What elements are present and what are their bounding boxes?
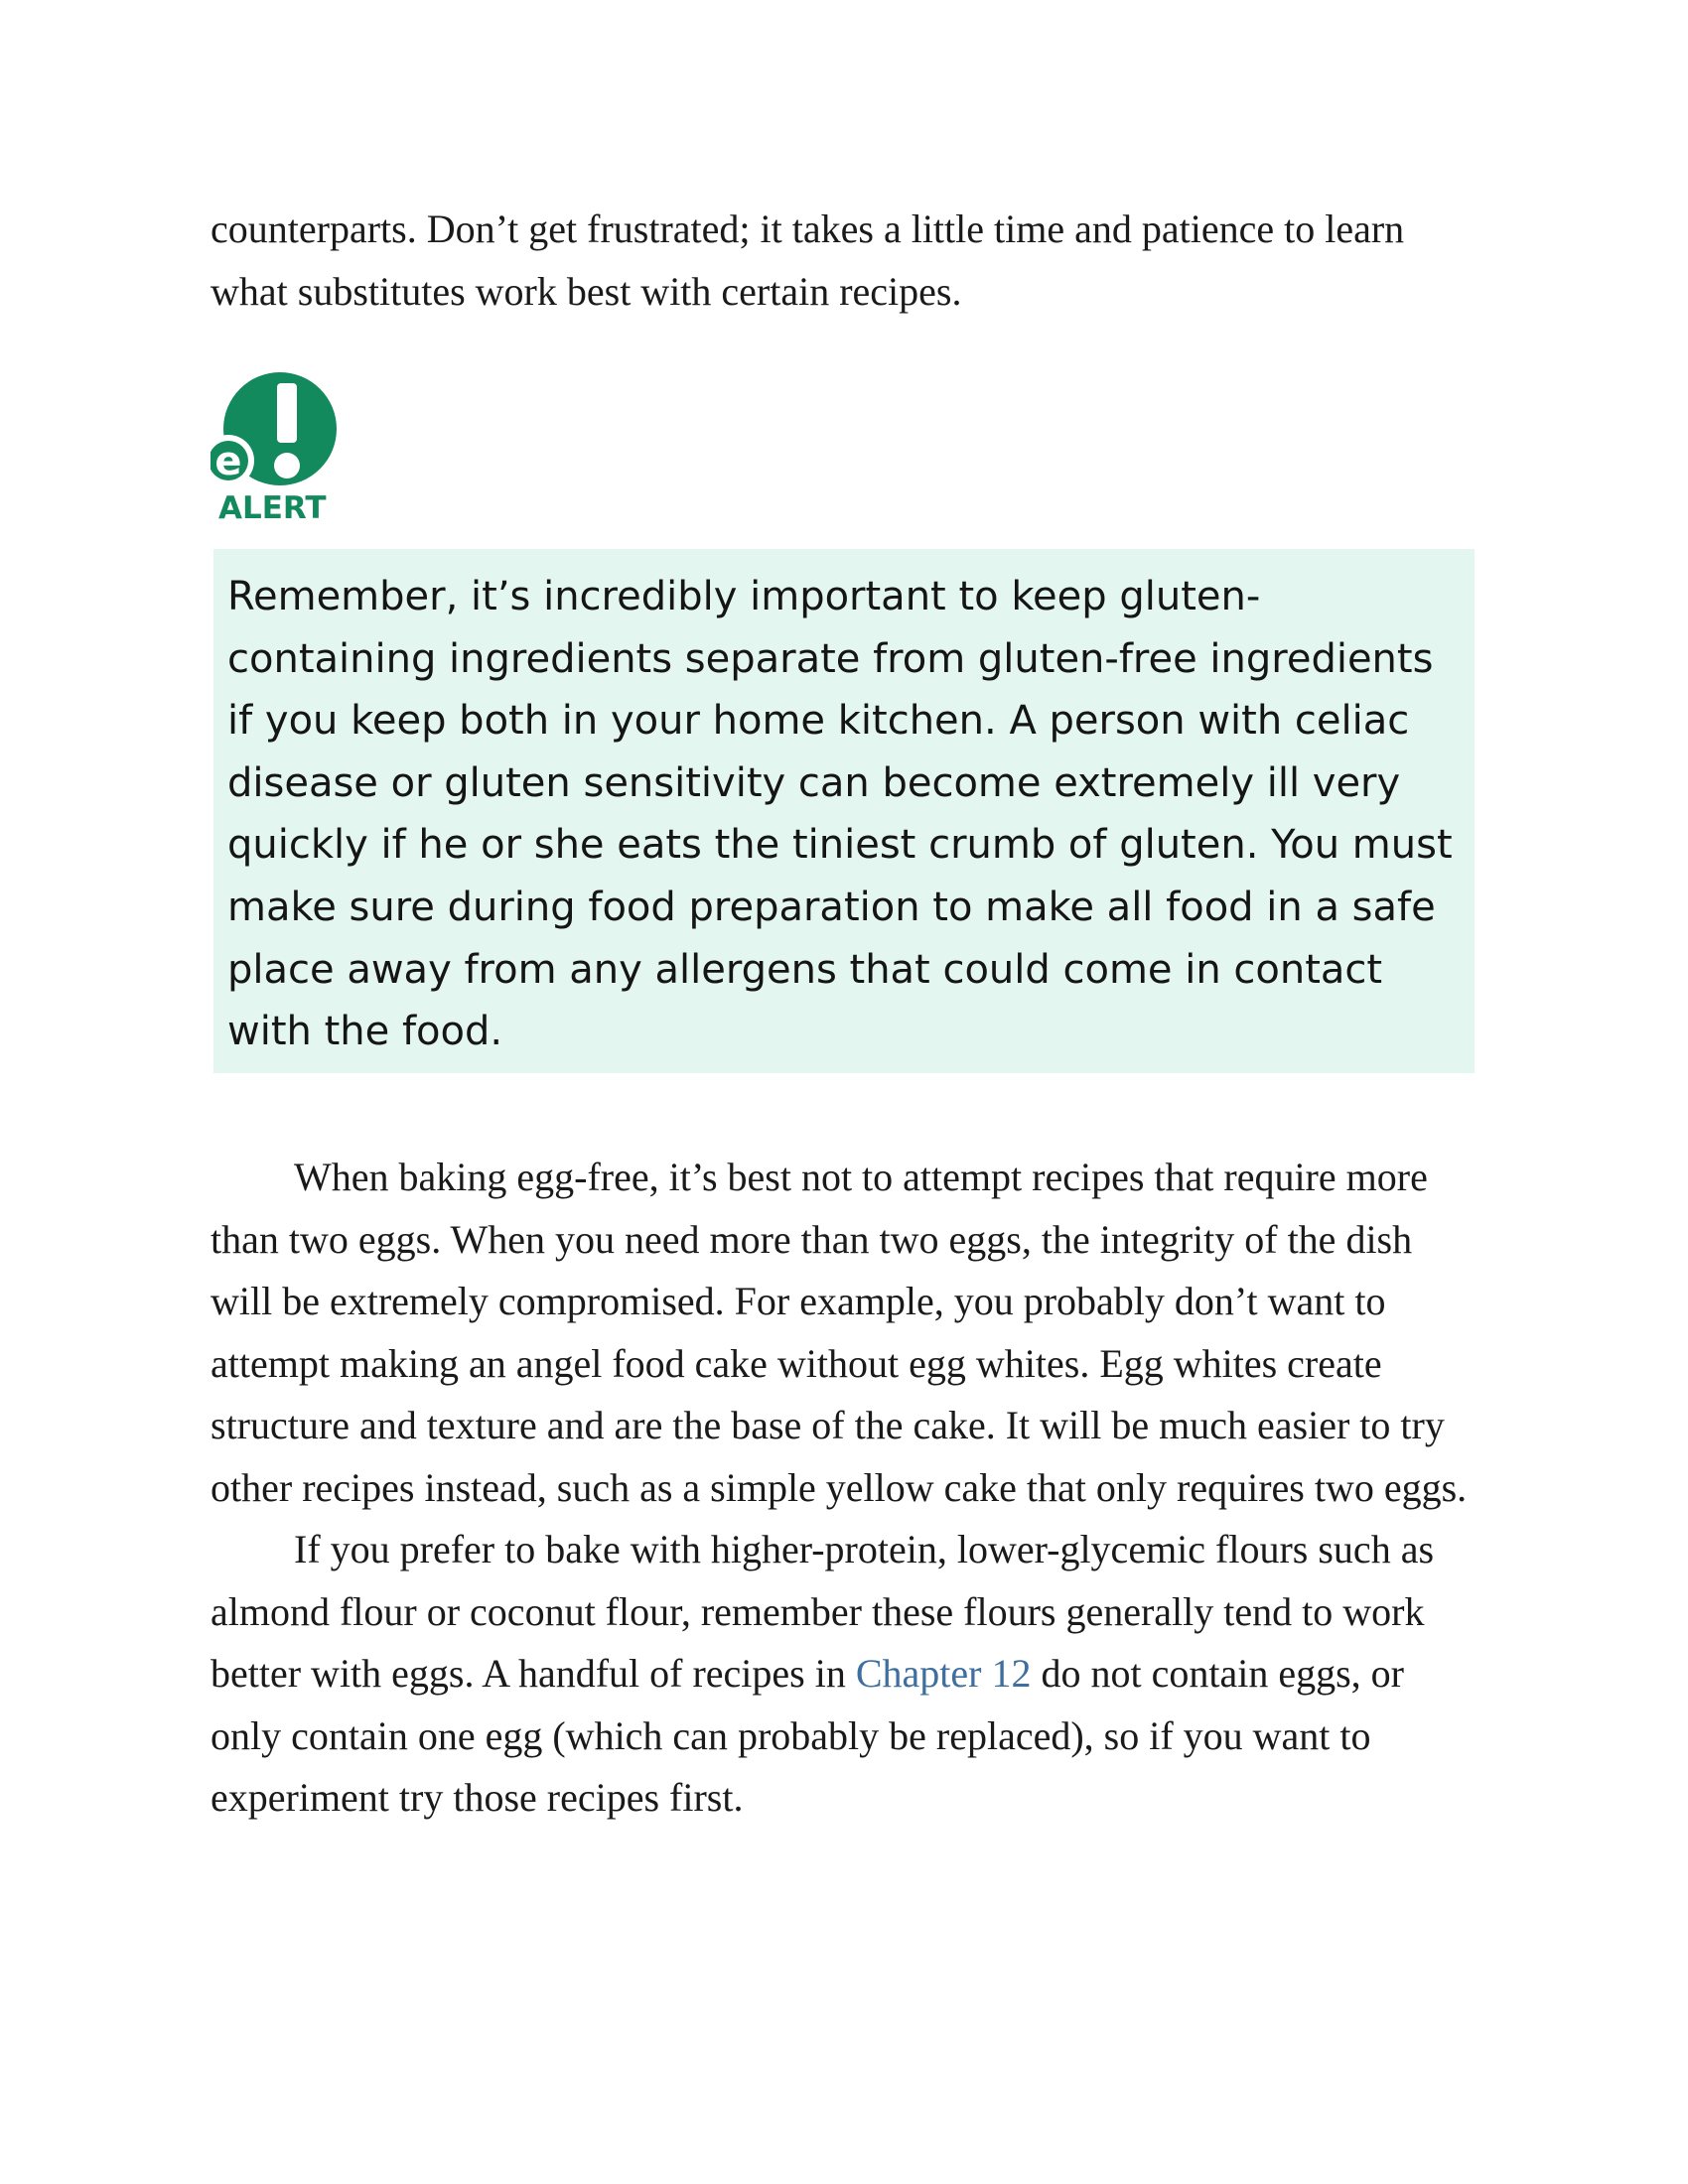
paragraph-flours-text-start: If you prefer to bake with higher-protein, lower-glycemic flours such as almond flour or coconut flour, remember these flours generally tend to work better with eggs. A handful of recipes in [211,1527,1435,1696]
paragraph-flours-text-end: do not contain eggs, or only contain one egg (which can probably be replaced), so if you want to experiment try those recipes first. [211,1651,1404,1820]
chapter-12-link[interactable]: Chapter 12 [855,1651,1032,1696]
alert-logo [211,369,350,528]
e-alert-icon [211,369,350,528]
paragraph-egg-free: When baking egg-free, it’s best not to attempt recipes that require more than two eggs. When you need more than two eggs, the integrity of the dish will be extremely compromised. For example, you probably don’t want to attempt making an angel food cake without egg whites. Egg whites create structure and texture and are the base of the cake. It will be much easier to try other recipes instead, such as a simple yellow cake that only requires two eggs. [211,1155,1468,1510]
intro-paragraph: counterparts. Don’t get frustrated; it takes a little time and patience to learn what substitutes work best with certain recipes. [211,206,1405,314]
alert-box [213,549,1475,1073]
alert-logo-letter: e [214,439,242,484]
alert-text: Remember, it’s incredibly important to keep gluten-containing ingredients separate from gluten-free ingredients if you keep both in your home kitchen. A person with celiac disease or gluten sensitivity can become extremely ill very quickly if he or she eats the tiniest crumb of gluten. You must make sure during food preparation to make all food in a safe place away from any allergens that could come in contact with the food. [227,574,1453,1055]
body-text [211,1147,1481,1830]
alert-label: ALERT [218,490,327,526]
paragraph-flours [211,1519,1481,1830]
